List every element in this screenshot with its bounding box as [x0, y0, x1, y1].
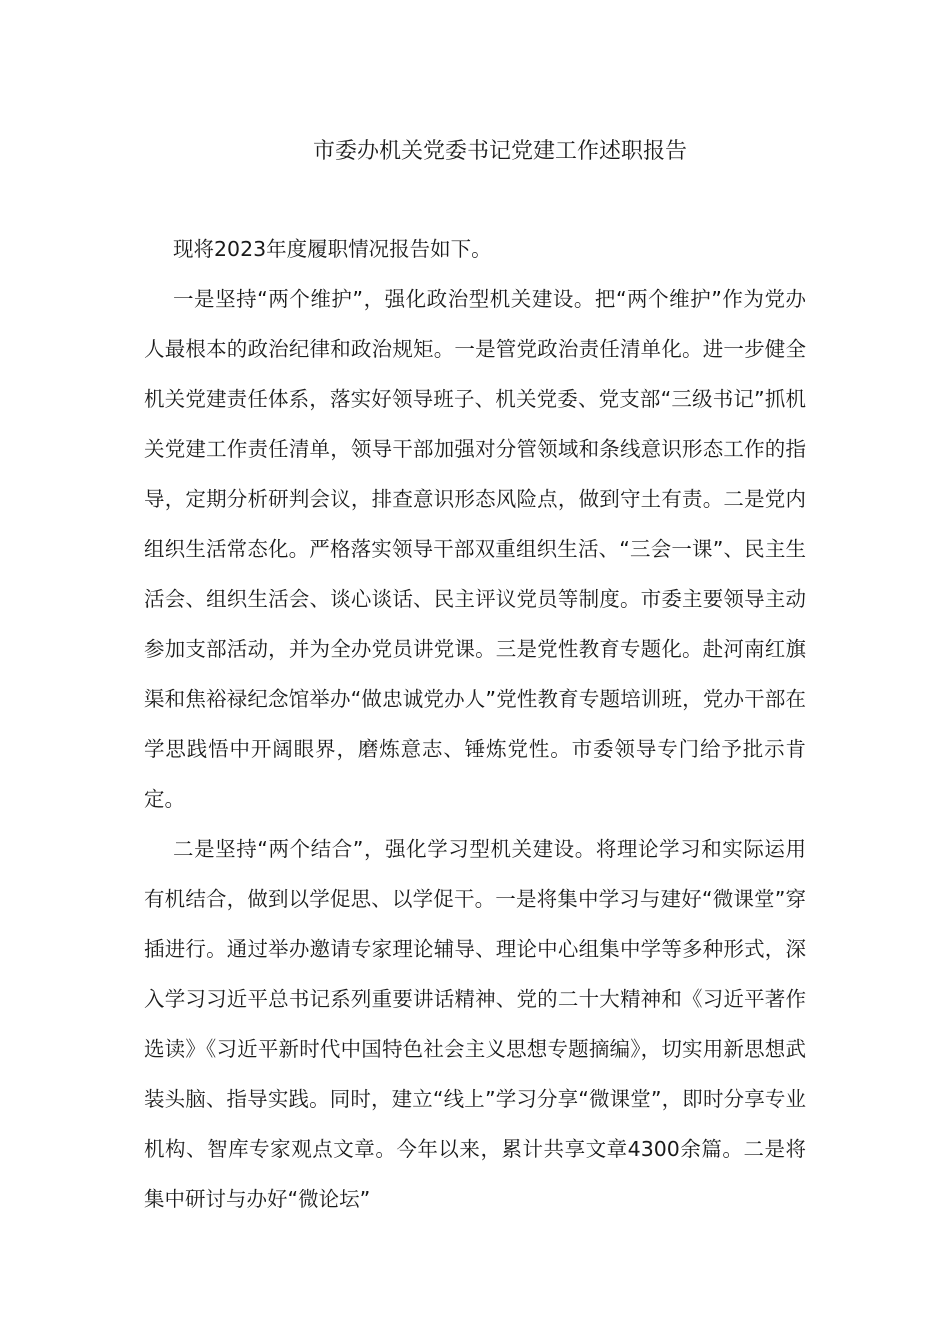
paragraph-intro: 现将2023年度履职情况报告如下。: [173, 237, 492, 261]
document-title: 市委办机关党委书记党建工作述职报告: [312, 139, 687, 164]
paragraph-two-combinations: 二是坚持“两个结合”，强化学习型机关建设。将理论学习和实际运用有机结合，做到以学促思、以学促干。一是将集中学习与建好“微课堂”穿插进行。通过举办邀请专家理论辅导、理论中心组集中学等多种形式，深入学习习近平总书记系列重要讲话精神、党的二十大精神和《习近平著作选读》《习近平新时代中国特色社会主义思想专题摘编》，切实用新思想武装头脑、指导实践。同时，建立“线上”学习分享“微课堂”，即时分享专业机构、智库专家观点文章。今年以来，累计共享文章4300余篇。二是将集中研讨与办好“微论坛”: [144, 837, 806, 1211]
paragraph-two-safeguards: 一是坚持“两个维护”，强化政治型机关建设。把“两个维护”作为党办人最根本的政治纪律和政治规矩。一是管党政治责任清单化。进一步健全机关党建责任体系，落实好领导班子、机关党委、党支部“三级书记”抓机关党建工作责任清单，领导干部加强对分管领域和条线意识形态工作的指导，定期分析研判会议，排查意识形态风险点，做到守土有责。二是党内组织生活常态化。严格落实领导干部双重组织生活、“三会一课”、民主生活会、组织生活会、谈心谈话、民主评议党员等制度。市委主要领导主动参加支部活动，并为全办党员讲党课。三是党性教育专题化。赴河南红旗渠和焦裕禄纪念馆举办“做忠诚党办人”党性教育专题培训班，党办干部在学思践悟中开阔眼界，磨炼意志、锤炼党性。市委领导专门给予批示肯定。: [144, 287, 806, 811]
document-body: [144, 224, 806, 1224]
